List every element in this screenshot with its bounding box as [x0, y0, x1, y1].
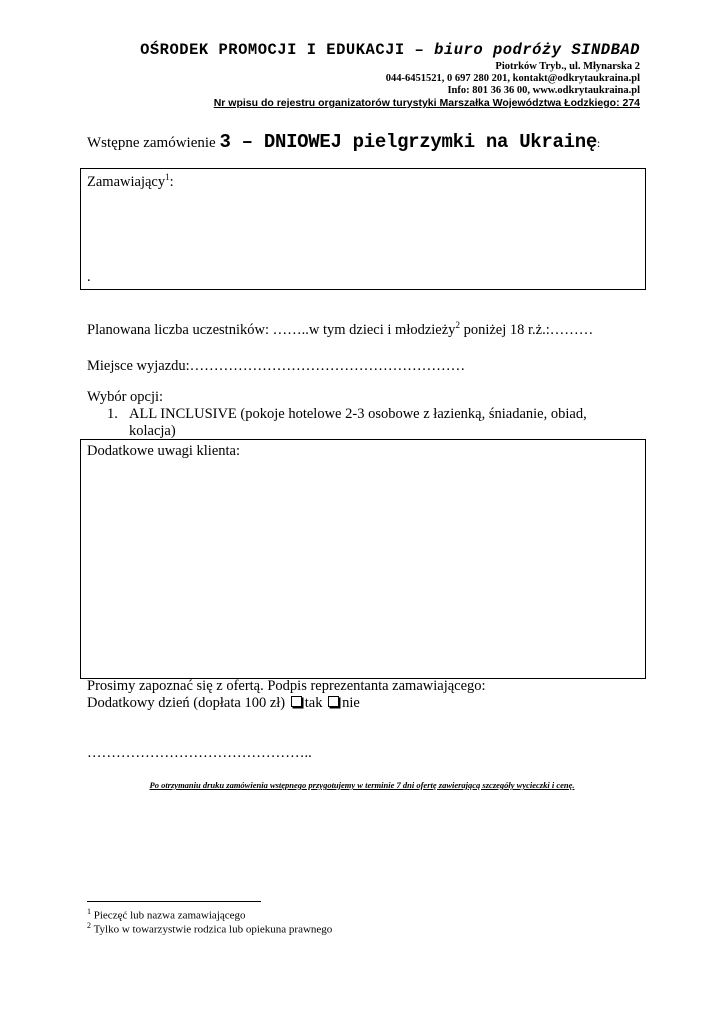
extra-day-label: Dodatkowy dzień (dopłata 100 zł) [87, 695, 286, 711]
heading-prefix: Wstępne zamówienie [87, 135, 216, 151]
orderer-colon: : [169, 173, 174, 190]
options-label: Wybór opcji: [87, 389, 164, 405]
orderer-dot: . [87, 269, 91, 285]
brand-name: SINDBAD [571, 41, 640, 59]
footnote-1-text: Pieczęć lub nazwa zamawiającego [93, 909, 246, 922]
footnote-2-text: Tylko w towarzystwie rodzica lub opiekuna prawnego [93, 923, 333, 936]
footnote-1 [87, 907, 246, 922]
extra-day-line [87, 695, 360, 712]
heading-main: 3 – DNIOWEJ pielgrzymki na Ukrainę [219, 131, 597, 153]
orderer-box[interactable] [80, 168, 646, 290]
offer-text: Prosimy zapoznać się z ofertą. Podpis reprezentanta zamawiającego: [87, 678, 486, 694]
footnote-2 [87, 921, 332, 936]
footnote-divider [87, 901, 261, 902]
orderer-label [87, 172, 174, 191]
address-line: Piotrków Tryb., ul. Młynarska 2 [495, 61, 640, 72]
form-heading [87, 131, 600, 153]
orderer-label-text: Zamawiający [87, 173, 166, 190]
registry-number: Nr wpisu do rejestru organizatorów turystyki Marszałka Województwa Łodzkiego: 274 [213, 97, 640, 109]
participants-line [87, 320, 593, 339]
footnote-ref-2: 2 [455, 320, 460, 330]
yes-label: tak [304, 695, 323, 711]
signature-line: ……………………………………….. [87, 745, 312, 761]
agency-type: biuro podróży [434, 41, 562, 59]
remarks-label: Dodatkowe uwagi klienta: [87, 443, 241, 459]
notice-text: Po otrzymaniu druku zamówienia wstępnego przygotujemy w terminie 7 dni ofertę zawierającą szczegóły wycieczki i cenę. [149, 780, 575, 790]
option-1-line-2: kolacja) [129, 423, 176, 439]
option-1-number: 1. [107, 406, 118, 422]
no-label: nie [342, 695, 360, 711]
participants-text: Planowana liczba uczestników: ……..w tym dzieci i młodzieży [87, 321, 456, 338]
remarks-box[interactable] [80, 439, 646, 679]
footnote-ref-1: 1 [165, 172, 170, 182]
heading-suffix: : [596, 136, 601, 150]
no-checkbox[interactable] [328, 696, 339, 707]
info-line: Info: 801 36 36 00, www.odkrytaukraina.pl [447, 85, 640, 96]
footnote-1-number: 1 [87, 907, 91, 916]
organization-title [140, 41, 640, 59]
departure-line: Miejsce wyjazdu:………………………………………………… [87, 358, 466, 374]
yes-checkbox[interactable] [291, 696, 302, 707]
contact-line: 044-6451521, 0 697 280 201, kontakt@odkrytaukraina.pl [385, 73, 640, 84]
org-name: OŚRODEK PROMOCJI I EDUKACJI – [140, 41, 425, 59]
footnote-2-number: 2 [87, 921, 91, 930]
option-1-line-1: ALL INCLUSIVE (pokoje hotelowe 2-3 osobowe z łazienką, śniadanie, obiad, [129, 406, 587, 422]
participants-tail: poniżej 18 r.ż.:……… [459, 321, 594, 338]
